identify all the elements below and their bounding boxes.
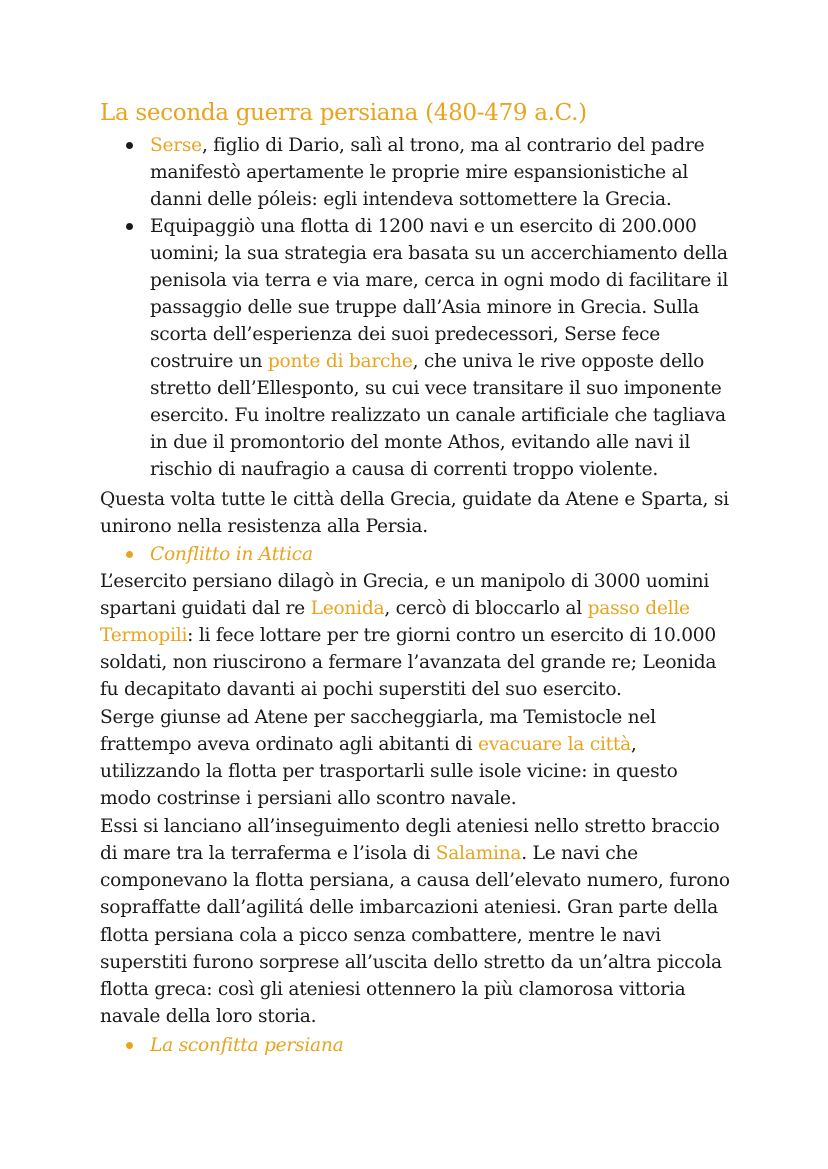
paragraph-3-line-1: Serge giunse ad Atene per saccheggiarla, ma Temistocle nel [100,707,656,728]
subheading-bullet-dot [126,1042,133,1049]
paragraph-2-line-5: fu decapitato davanti ai pochi superstiti del suo esercito. [100,679,622,700]
highlight-ponte-di-barche: ponte di barche [267,351,413,372]
paragraph-2-line-1: L’esercito persiano dilagò in Grecia, e un manipolo di 3000 uomini [100,571,710,592]
highlight-evacuare-la-citta: evacuare la città [477,734,631,755]
paragraph-4-line-8: navale della loro storia. [100,1006,317,1027]
bullet-2-line-3: penisola via terra e via mare, cerca in ogni modo di facilitare il [150,270,729,291]
bullet-2-line-2: uomini; la sua strategia era basata su un accerchiamento della [150,243,728,264]
bullet-2-line-1: Equipaggiò una flotta di 1200 navi e un esercito di 200.000 [150,216,697,237]
bullet-2-line-7: stretto dell’Ellesponto, su cui vece transitare il suo imponente [150,378,722,399]
bullet-2-line-5: scorta dell’esperienza dei suoi predecessori, Serse fece [150,324,661,345]
paragraph-4-line-3: componevano la flotta persiana, a causa dell’elevato numero, furono [100,870,730,891]
paragraph-2-line-3: Termopili: li fece lottare per tre giorni contro un esercito di 10.000 [100,625,716,646]
paragraph-3-line-3: utilizzando la flotta per trasportarli sulle isole vicine: in questo [100,761,678,782]
bullet-1-line-1: Serse, figlio di Dario, salì al trono, ma al contrario del padre [150,135,705,156]
paragraph-2-line-2: spartani guidati dal re Leonida, cercò di bloccarlo al passo delle [100,598,690,619]
bullet-dot [126,223,133,230]
highlight-salamina: Salamina [435,843,522,864]
highlight-termopili: Termopili [100,625,188,646]
subheading-conflitto-in-attica: Conflitto in Attica [150,544,313,565]
bullet-dot [126,142,133,149]
paragraph-3-line-4: modo costrinse i persiani allo scontro navale. [100,788,517,809]
paragraph-4-line-4: sopraffatte dall’agilitá delle imbarcazioni ateniesi. Gran parte della [100,897,719,918]
bullet-1-line-3: danni delle póleis: egli intendeva sottomettere la Grecia. [150,189,672,210]
subheading-bullet-dot [126,551,133,558]
highlight-serse: Serse [150,135,202,156]
paragraph-4-line-1: Essi si lanciano all’inseguimento degli ateniesi nello stretto braccio [100,816,720,837]
highlight-leonida: Leonida [310,598,385,619]
bullet-2-line-8: esercito. Fu inoltre realizzato un canale artificiale che tagliava [150,405,726,426]
bullet-2-line-4: passaggio delle sue truppe dall’Asia minore in Grecia. Sulla [150,297,700,318]
bullet-2-line-9: in due il promontorio del monte Athos, evitando alle navi il [150,432,691,453]
paragraph-4-line-6: superstiti furono sorprese all’uscita dello stretto da un’altra piccola [100,952,722,973]
paragraph-2-line-4: soldati, non riuscirono a fermare l’avanzata del grande re; Leonida [100,652,717,673]
paragraph-4-line-2: di mare tra la terraferma e l’isola di Salamina. Le navi che [100,843,638,864]
paragraph-4-line-5: flotta persiana cola a picco senza combattere, mentre le navi [100,925,661,946]
paragraph-4-line-7: flotta greca: così gli ateniesi ottennero la più clamorosa vittoria [100,979,686,1000]
bullet-2-line-6: costruire un ponte di barche, che univa le rive opposte dello [150,351,705,372]
highlight-passo-delle: passo delle [587,598,690,619]
paragraph-1-line-1: Questa volta tutte le città della Grecia, guidate da Atene e Sparta, si [100,489,729,510]
bullet-2-line-10: rischio di naufragio a causa di correnti troppo violente. [150,459,659,480]
paragraph-3-line-2: frattempo aveva ordinato agli abitanti di evacuare la città, [100,734,637,755]
subheading-la-sconfitta-persiana: La sconfitta persiana [150,1035,344,1056]
section-title: La seconda guerra persiana (480-479 a.C.) [100,100,587,126]
paragraph-1-line-2: unirono nella resistenza alla Persia. [100,516,428,537]
bullet-1-line-2: manifestò apertamente le proprie mire espansionistiche al [150,162,689,183]
